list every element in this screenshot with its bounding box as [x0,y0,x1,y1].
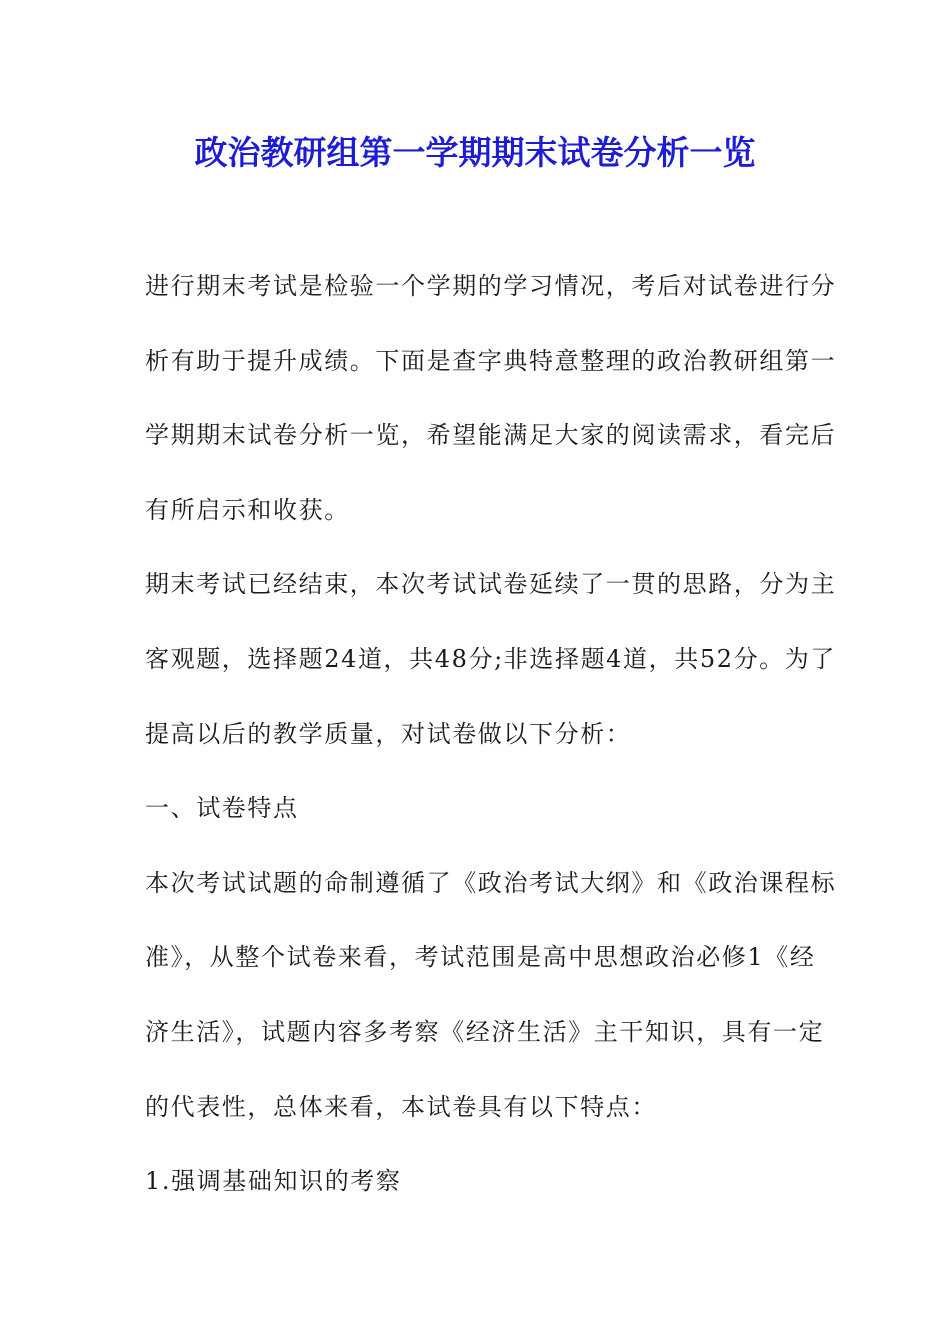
paragraph-line: 准》，从整个试卷来看，考试范围是高中思想政治必修1《经 [145,943,816,972]
section-heading: 一、试卷特点 [145,794,299,823]
document-body [145,262,837,1232]
paragraph-line: 有所启示和收获。 [145,495,350,524]
paragraph-line: 进行期末考试是检验一个学期的学习情况，考后对试卷进行分 [145,272,837,300]
paragraph-line: 学期期末试卷分析一览，希望能满足大家的阅读需求，看完后 [145,421,837,450]
paragraph-line: 济生活》，试题内容多考察《经济生活》主干知识，具有一定 [145,1017,825,1046]
paragraph-line: 期末考试已经结束，本次考试试卷延续了一贯的思路，分为主 [145,570,837,599]
document-title: 政治教研组第一学期期末试卷分析一览 [194,133,756,172]
paragraph-line: 客观题，选择题24道，共48分;非选择题4道，共52分。为了 [145,644,836,673]
paragraph-line: 提高以后的教学质量，对试卷做以下分析： [145,719,632,748]
paragraph-line: 的代表性，总体来看，本试卷具有以下特点： [145,1092,657,1121]
subsection-heading: 1.强调基础知识的考察 [145,1167,402,1196]
paragraph-line: 析有助于提升成绩。下面是查字典特意整理的政治教研组第一 [145,346,837,375]
paragraph-line: 本次考试试题的命制遵循了《政治考试大纲》和《政治课程标 [145,868,837,897]
